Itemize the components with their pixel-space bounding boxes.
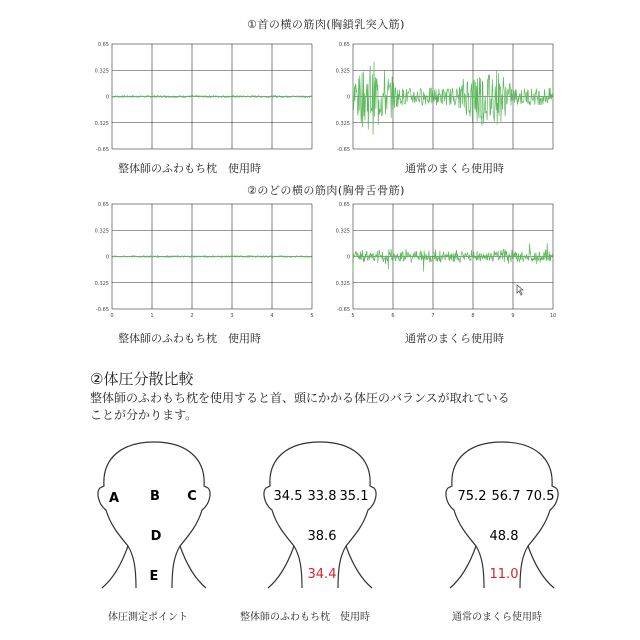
y-tick-label: 0.325 (94, 68, 109, 75)
x-tick-label: 4 (270, 313, 274, 319)
head-outline (98, 442, 210, 588)
value-e: 34.4 (307, 567, 337, 582)
y-tick-label: 0.325 (94, 228, 109, 235)
y-tick-label: 0.65 (338, 42, 350, 48)
x-tick-label: 8 (471, 313, 475, 319)
y-tick-label: -0.65 (96, 307, 109, 313)
head-points (92, 438, 222, 598)
chart-throat-normal (333, 200, 563, 325)
value-c: 35.1 (339, 489, 369, 504)
y-tick-label: 0.325 (94, 280, 109, 287)
pressure-description-line1: 整体師のふわもち枕を使用すると首、頭にかかる体圧のバランスが取れている (90, 391, 510, 405)
y-tick-label: -0.65 (337, 147, 350, 153)
pressure-title: ②体圧分散比較 (90, 370, 194, 388)
caption-head-normal: 通常のまくら使用時 (452, 612, 542, 623)
x-tick-label: 5 (351, 313, 355, 319)
chart-throat-fuwamochi (92, 200, 322, 325)
point-a: A (108, 491, 120, 506)
x-tick-label: 2 (190, 313, 194, 319)
caption-head-fuwamochi: 整体師のふわもち枕 使用時 (240, 612, 370, 623)
y-tick-label: 0 (346, 254, 350, 261)
y-tick-label: 0.65 (97, 202, 109, 208)
head-fuwamochi (258, 438, 388, 598)
value-d: 48.8 (489, 529, 519, 544)
x-tick-label: 0 (110, 313, 114, 319)
section2-title: ②のどの横の筋肉(胸骨舌骨筋) (247, 184, 405, 197)
caption-neck-normal: 通常のまくら使用時 (405, 162, 504, 175)
y-tick-label: 0.65 (338, 202, 350, 208)
x-tick-label: 6 (391, 313, 395, 319)
value-b: 33.8 (307, 489, 337, 504)
y-tick-label: 0.325 (94, 120, 109, 127)
point-c: C (187, 489, 197, 504)
point-e: E (149, 569, 159, 584)
pressure-description-line2: ことが分かります。 (90, 408, 198, 422)
head-normal (440, 438, 570, 598)
point-d: D (150, 529, 162, 544)
y-tick-label: 0 (346, 94, 350, 101)
value-b: 56.7 (491, 489, 521, 504)
caption-throat-normal: 通常のまくら使用時 (405, 332, 504, 345)
point-b: B (150, 489, 160, 504)
x-tick-label: 3 (230, 313, 234, 319)
section1-title: ①首の横の筋肉(胸鎖乳突入筋) (247, 18, 405, 31)
chart-neck-normal (333, 40, 553, 155)
y-tick-label: 0.325 (335, 120, 350, 127)
x-tick-label: 1 (150, 313, 154, 319)
x-tick-label: 7 (431, 313, 435, 319)
value-a: 34.5 (273, 489, 303, 504)
caption-throat-fuwamochi: 整体師のふわもち枕 使用時 (118, 332, 261, 345)
y-tick-label: -0.65 (337, 307, 350, 313)
y-tick-label: -0.65 (96, 147, 109, 153)
x-tick-label: 10 (549, 313, 557, 319)
x-tick-label: 5 (310, 313, 314, 319)
chart-neck-fuwamochi (92, 40, 312, 155)
caption-head-points: 体圧測定ポイント (108, 612, 188, 623)
y-tick-label: 0.325 (335, 280, 350, 287)
value-e: 11.0 (489, 567, 519, 582)
y-tick-label: 0.325 (335, 228, 350, 235)
y-tick-label: 0 (105, 254, 109, 261)
caption-neck-fuwamochi: 整体師のふわもち枕 使用時 (118, 162, 261, 175)
y-tick-label: 0.325 (335, 68, 350, 75)
cursor-icon (516, 284, 526, 296)
value-d: 38.6 (307, 529, 337, 544)
value-a: 75.2 (457, 489, 487, 504)
value-c: 70.5 (525, 489, 555, 504)
y-tick-label: 0 (105, 94, 109, 101)
y-tick-label: 0.65 (97, 42, 109, 48)
x-tick-label: 9 (511, 313, 515, 319)
